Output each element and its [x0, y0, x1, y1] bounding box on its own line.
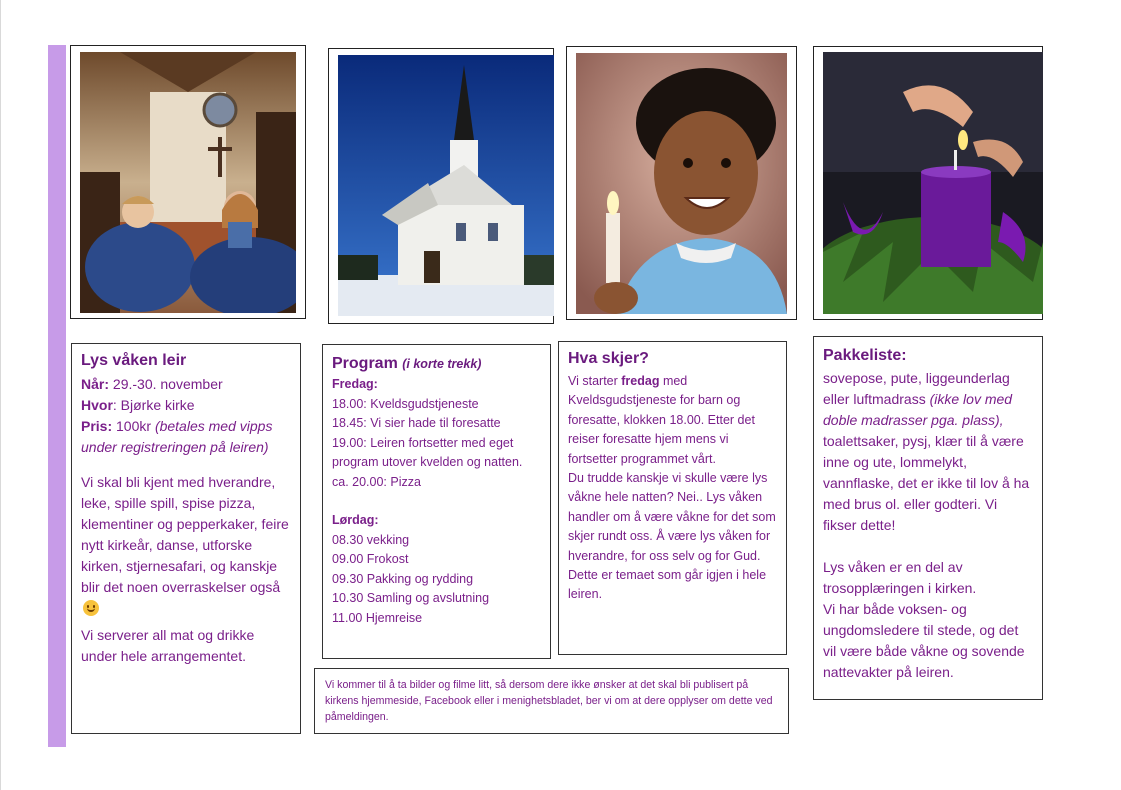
photo-white-church — [338, 55, 554, 316]
p1-start: Vi starter — [568, 374, 622, 388]
photo-consent-note — [314, 668, 789, 734]
activities-text: Vi skal bli kjent med hverandre, leke, spille spill, spise pizza, klementiner og pepperkaker, feire nytt kirkeår, danse, utforske kirken, stjernesafari, og kanskje blir det noen overraskelser også — [81, 474, 289, 595]
saturday-item: 10.30 Samling og avslutning — [332, 591, 490, 605]
what-happens-box — [558, 341, 787, 655]
what-happens-p1 — [568, 372, 777, 469]
packing-p2: Lys våken er en del av trosopplæringen i kirken. — [823, 559, 977, 596]
p1-end: med Kveldsgudstjeneste for barn og foresatte, klokken 18.00. Etter det reiser foresatte hjem mens vi fortsetter programmet vårt. — [568, 374, 755, 466]
p1-bold: fredag — [621, 374, 660, 388]
photo-boy-with-candle — [576, 53, 787, 314]
price-note: (betales med vipps under registreringen på leiren) — [81, 418, 273, 455]
friday-item: 19.00: Leiren fortsetter med eget program utover kvelden og natten. — [332, 435, 523, 469]
note-text: Vi kommer til å ta bilder og filme litt, så dersom dere ikke ønsker at det skal bli publisert på kirkens hjemmeside, Facebook eller i menighetsbladet, ber vi om at dere opplyser om dette ved påmeldingen. — [325, 679, 773, 723]
packing-list-box — [813, 336, 1043, 700]
saturday-item: 09.30 Pakking og rydding — [332, 571, 474, 586]
packing-list-b: toalettsaker, pysj, klær til å være inne og ute, lommelykt, vannflaske, det er ikke til lov å ha med brus ol. eller godteri. Vi fikser dette! — [823, 433, 1030, 533]
saturday-item: 09.00 Frokost — [332, 552, 409, 566]
price-label: Pris: — [81, 418, 113, 434]
smiley-icon — [83, 600, 99, 616]
camp-when — [81, 374, 291, 395]
camp-price — [81, 416, 291, 458]
page-edge — [0, 0, 1, 790]
camp-title: Lys våken leir — [81, 352, 187, 369]
what-happens-p2: Du trudde kanskje vi skulle være lys våkne hele natten? Nei.. Lys våken handler om å være våkne for det som skjer rundt oss. Å være lys våken for hverandre, for oss selv og for Gud. Dette er temaet som går igjen i hele leiren. — [568, 471, 776, 602]
friday-item: 18.45: Vi sier hade til foresatte — [332, 416, 501, 430]
when-value: 29.-30. november — [109, 376, 223, 392]
packing-list-a: sovepose, pute, liggeunderlag eller luftmadrass — [823, 370, 1010, 407]
program-title — [332, 353, 541, 375]
when-label: Når: — [81, 376, 110, 392]
camp-activities — [81, 472, 291, 619]
where-value: : Bjørke kirke — [112, 397, 195, 413]
friday-item: ca. 20.00: Pizza — [332, 474, 421, 489]
program-box — [322, 344, 551, 659]
packing-list-note: (ikke lov med doble madrasser pga. plass), — [823, 391, 1013, 428]
saturday-item: 08.30 vekking — [332, 532, 410, 547]
camp-food: Vi serverer all mat og drikke under hele arrangementet. — [81, 627, 255, 664]
where-label: Hvor — [81, 397, 113, 413]
packing-title: Pakkeliste: — [823, 347, 907, 364]
photo-advent-candle — [823, 52, 1043, 314]
camp-info-box — [71, 343, 301, 734]
friday-item: 18.00: Kveldsgudstjeneste — [332, 396, 479, 411]
camp-where — [81, 395, 291, 416]
saturday-label: Lørdag: — [332, 513, 379, 527]
saturday-item: 11.00 Hjemreise — [332, 610, 423, 625]
what-happens-title: Hva skjer? — [568, 350, 649, 367]
accent-bar — [48, 45, 66, 747]
friday-label: Fredag: — [332, 377, 378, 391]
packing-list — [823, 368, 1033, 536]
photo-kids-in-church — [80, 52, 296, 313]
program-title-text: Program — [332, 355, 398, 372]
packing-p3: Vi har både voksen- og ungdomsledere til stede, og det vil være både våkne og sovende nattevakter på leiren. — [823, 601, 1025, 680]
program-title-note: (i korte trekk) — [402, 357, 482, 371]
price-value: 100kr — [112, 418, 155, 434]
